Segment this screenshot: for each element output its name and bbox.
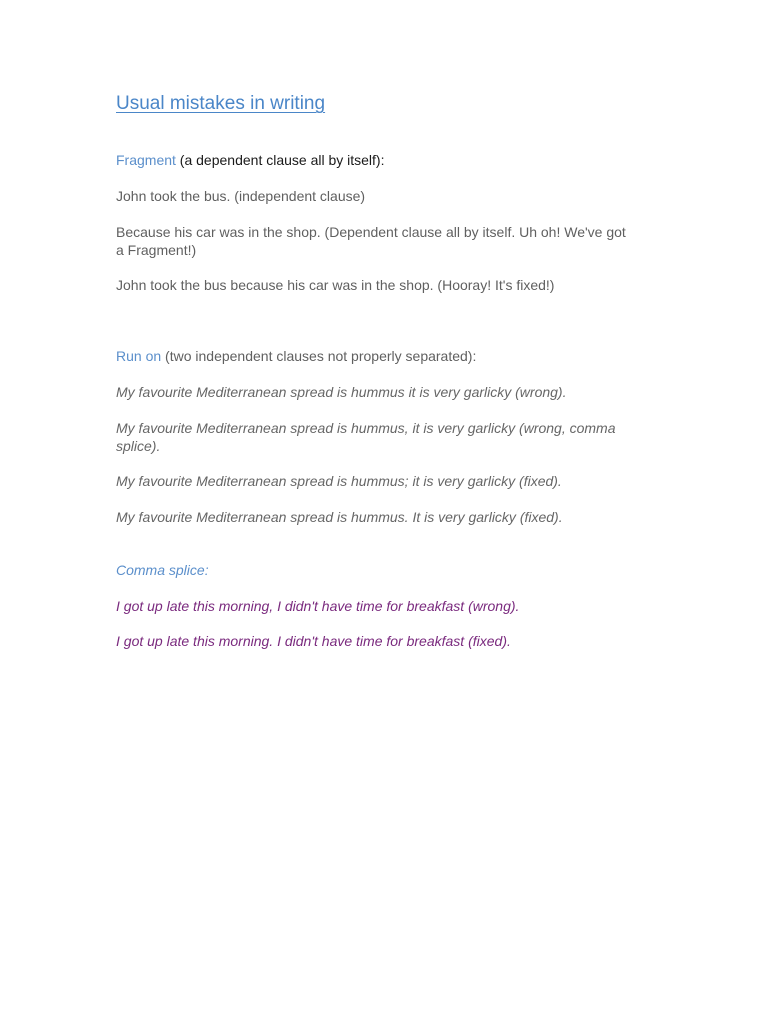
run-on-description: (two independent clauses not properly separated): <box>161 348 477 364</box>
run-on-term: Run on <box>116 348 162 364</box>
comma-splice-heading: Comma splice: <box>116 562 209 578</box>
run-on-example-1: My favourite Mediterranean spread is hummus it is very garlicky (wrong). <box>116 384 567 400</box>
run-on-heading <box>116 347 626 365</box>
fragment-example-3: John took the bus because his car was in the shop. (Hooray! It's fixed!) <box>116 277 555 293</box>
fragment-heading <box>116 151 626 169</box>
run-on-example-3: My favourite Mediterranean spread is hummus; it is very garlicky (fixed). <box>116 473 562 489</box>
fragment-example-2: Because his car was in the shop. (Dependent clause all by itself. Uh oh! We've got a Fragment!) <box>116 224 626 258</box>
run-on-example-2: My favourite Mediterranean spread is hummus, it is very garlicky (wrong, comma splice). <box>116 420 616 454</box>
document-title: Usual mistakes in writing <box>116 93 326 114</box>
run-on-example-4: My favourite Mediterranean spread is hummus. It is very garlicky (fixed). <box>116 509 563 525</box>
fragment-example-1: John took the bus. (independent clause) <box>116 188 366 204</box>
fragment-description: (a dependent clause all by itself): <box>175 152 385 168</box>
comma-splice-example-2: I got up late this morning. I didn't have time for breakfast (fixed). <box>116 633 511 649</box>
fragment-term: Fragment <box>116 152 176 168</box>
comma-splice-example-1: I got up late this morning, I didn't have time for breakfast (wrong). <box>116 598 520 614</box>
